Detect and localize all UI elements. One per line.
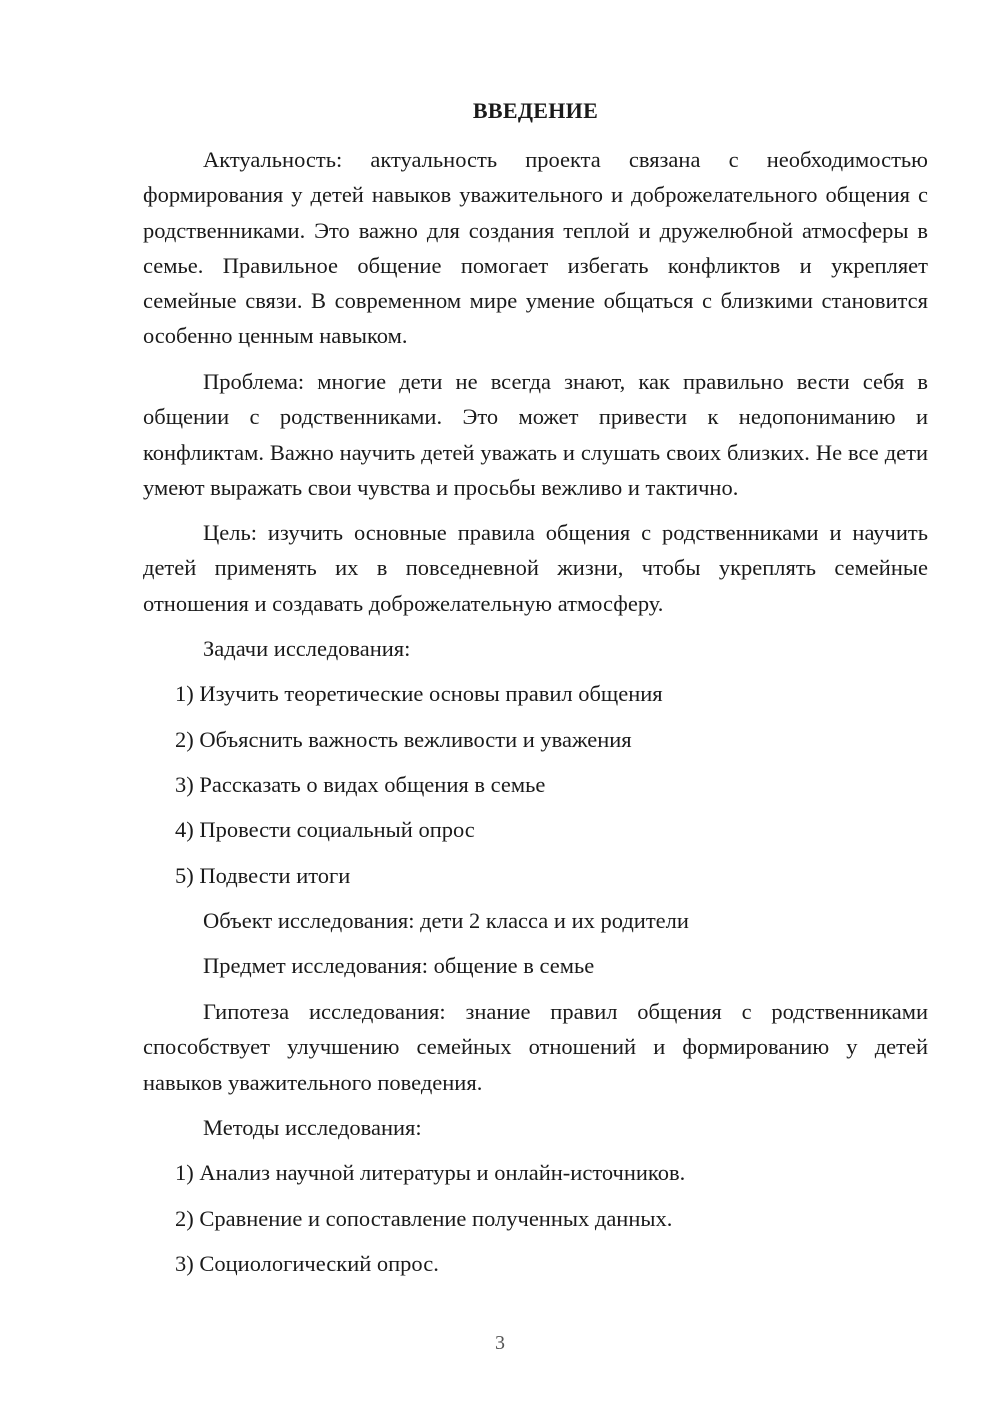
paragraph-goal: Цель: изучить основные правила общения с родственниками и научить детей применять их в повседневной жизни, чтобы укреплять семейные отношения и создавать доброжелательную атмосферу. [143,520,928,616]
research-subject: Предмет исследования: общение в семье [203,953,595,978]
list-item-task: 3) Рассказать о видах общения в семье [175,772,546,797]
tasks-heading: Задачи исследования: [203,636,411,661]
list-item-task: 5) Подвести итоги [175,863,351,888]
list-item-method: 1) Анализ научной литературы и онлайн-источников. [175,1160,686,1185]
list-item-method: 2) Сравнение и сопоставление полученных данных. [175,1206,673,1231]
methods-heading: Методы исследования: [203,1115,422,1140]
research-object: Объект исследования: дети 2 класса и их родители [203,908,689,933]
page-title: ВВЕДЕНИЕ [472,98,599,123]
list-item-task: 1) Изучить теоретические основы правил общения [175,681,663,706]
list-item-method: 3) Социологический опрос. [175,1251,439,1276]
list-item-task: 2) Объяснить важность вежливости и уважения [175,727,632,752]
paragraph-relevance: Актуальность: актуальность проекта связана с необходимостью формирования у детей навыков уважительного и доброжелательного общения с родственниками. Это важно для создания теплой и дружелюбной атмосферы в семье. Правильное общение помогает избегать конфликтов и укрепляет семейные связи. В современном мире умение общаться с близкими становится особенно ценным навыком. [143,147,928,349]
paragraph-hypothesis: Гипотеза исследования: знание правил общения с родственниками способствует улучшению семейных отношений и формированию у детей навыков уважительного поведения. [143,999,928,1095]
list-item-task: 4) Провести социальный опрос [175,817,475,842]
page-number: 3 [495,1332,505,1354]
paragraph-problem: Проблема: многие дети не всегда знают, как правильно вести себя в общении с родственниками. Это может привести к недопониманию и конфликтам. Важно научить детей уважать и слушать своих близких. Не все дети умеют выражать свои чувства и просьбы вежливо и тактично. [143,369,928,500]
